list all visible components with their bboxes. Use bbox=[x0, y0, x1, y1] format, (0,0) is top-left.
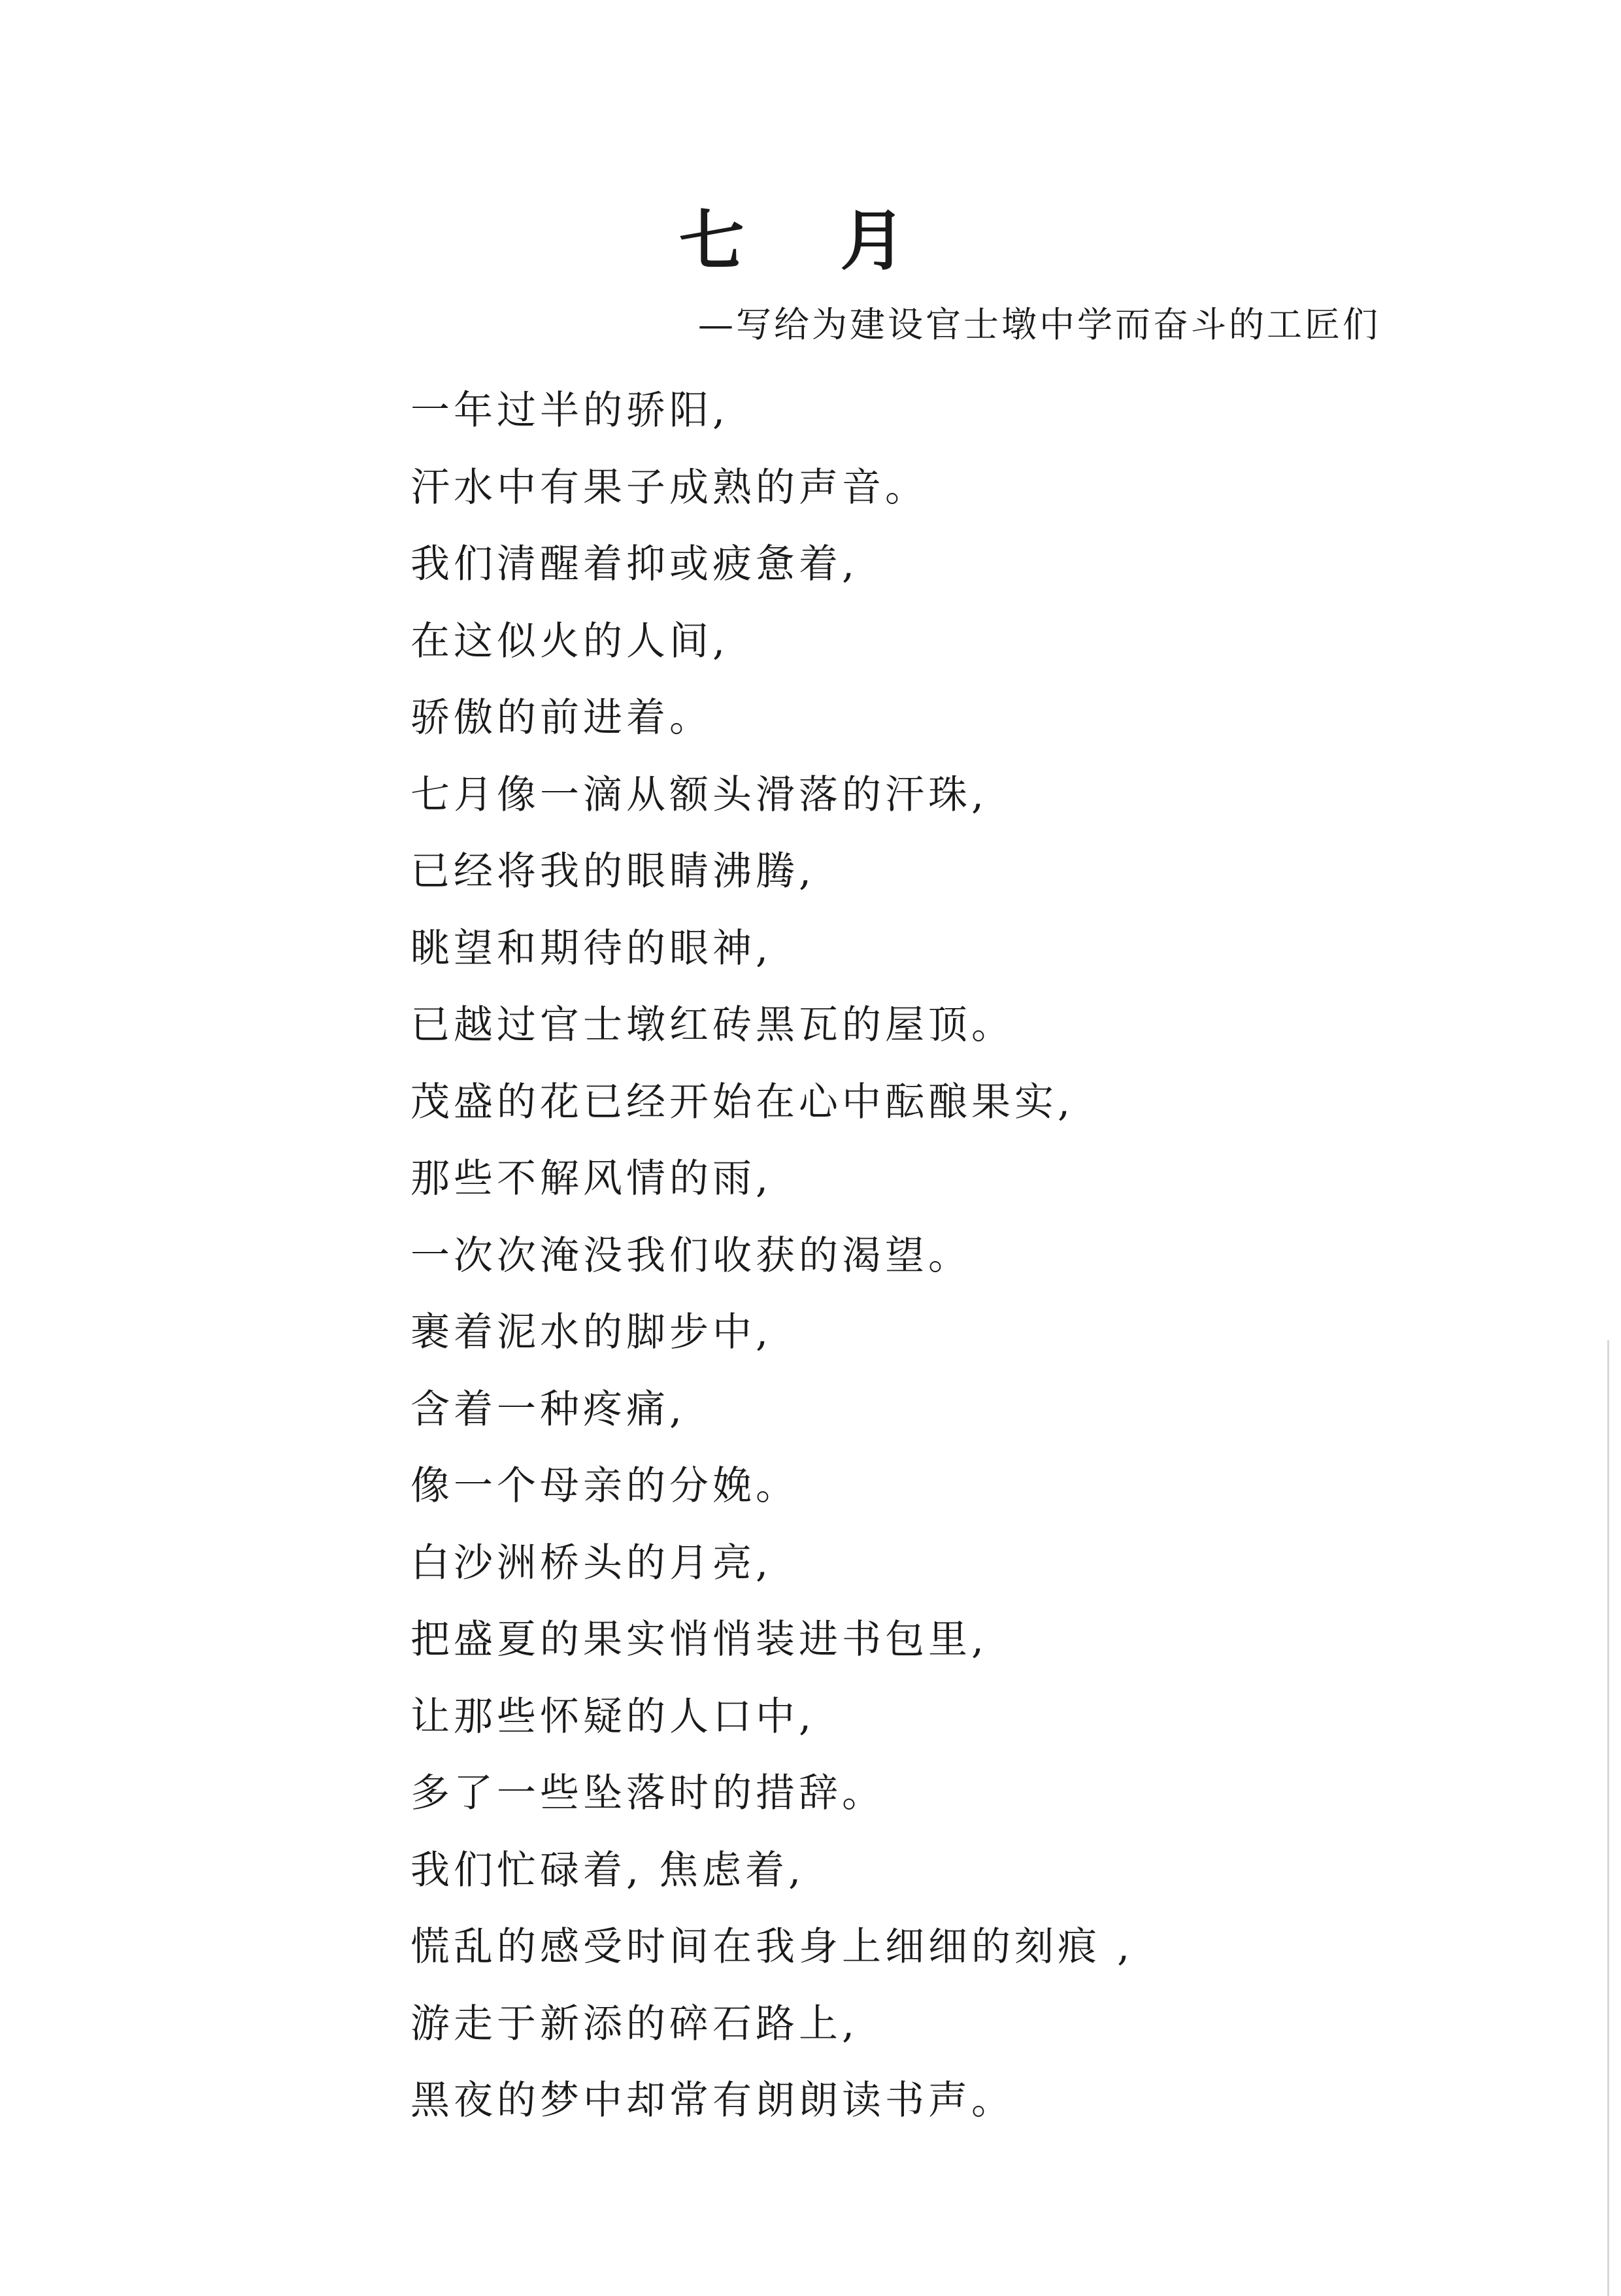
poem-line: 我们清醒着抑或疲惫着, bbox=[410, 541, 859, 587]
poem-title: 七 月 bbox=[678, 202, 943, 279]
poem-line: 骄傲的前进着。 bbox=[410, 695, 712, 741]
poem-line: 已越过官士墩红砖黑瓦的屋顶。 bbox=[410, 1002, 1014, 1048]
poem-line: 白沙洲桥头的月亮, bbox=[410, 1540, 773, 1586]
poem-line: 眺望和期待的眼神, bbox=[410, 925, 773, 971]
poem-line: 一年过半的骄阳, bbox=[410, 388, 729, 433]
poem-line: 已经将我的眼睛沸腾, bbox=[410, 849, 816, 894]
poem-line: 在这似火的人间, bbox=[410, 618, 729, 664]
poem-line: 七月像一滴从额头滑落的汗珠, bbox=[410, 771, 988, 818]
poem-line: 让那些怀疑的人口中, bbox=[410, 1693, 816, 1740]
poem-line: 含着一种疼痛, bbox=[410, 1386, 686, 1432]
poem-line: 茂盛的花已经开始在心中酝酿果实, bbox=[410, 1079, 1075, 1125]
scan-edge-line bbox=[1607, 1340, 1609, 2296]
poem-line: 黑夜的梦中却常有朗朗读书声。 bbox=[410, 2078, 1014, 2123]
poem-line: 像一个母亲的分娩。 bbox=[410, 1463, 799, 1509]
poem-line: 游走于新添的碎石路上, bbox=[410, 2001, 859, 2047]
poem-line: 把盛夏的果实悄悄装进书包里, bbox=[410, 1617, 988, 1663]
poem-line: 一次次淹没我们收获的渴望。 bbox=[410, 1232, 971, 1279]
poem-line: 汗水中有果子成熟的声音。 bbox=[410, 464, 928, 511]
poem-subtitle: —写给为建设官士墩中学而奋斗的工匠们 bbox=[698, 304, 1380, 345]
poem-line: 多了一些坠落时的措辞。 bbox=[410, 1770, 885, 1816]
poem-line: 我们忙碌着, 焦虑着, bbox=[410, 1847, 805, 1893]
poem-body bbox=[410, 373, 1133, 2140]
poem-line: 慌乱的感受时间在我身上细细的刻痕 , bbox=[410, 1924, 1134, 1970]
poem-line: 那些不解风情的雨, bbox=[410, 1156, 773, 1202]
poem-line: 裹着泥水的脚步中, bbox=[410, 1309, 773, 1355]
